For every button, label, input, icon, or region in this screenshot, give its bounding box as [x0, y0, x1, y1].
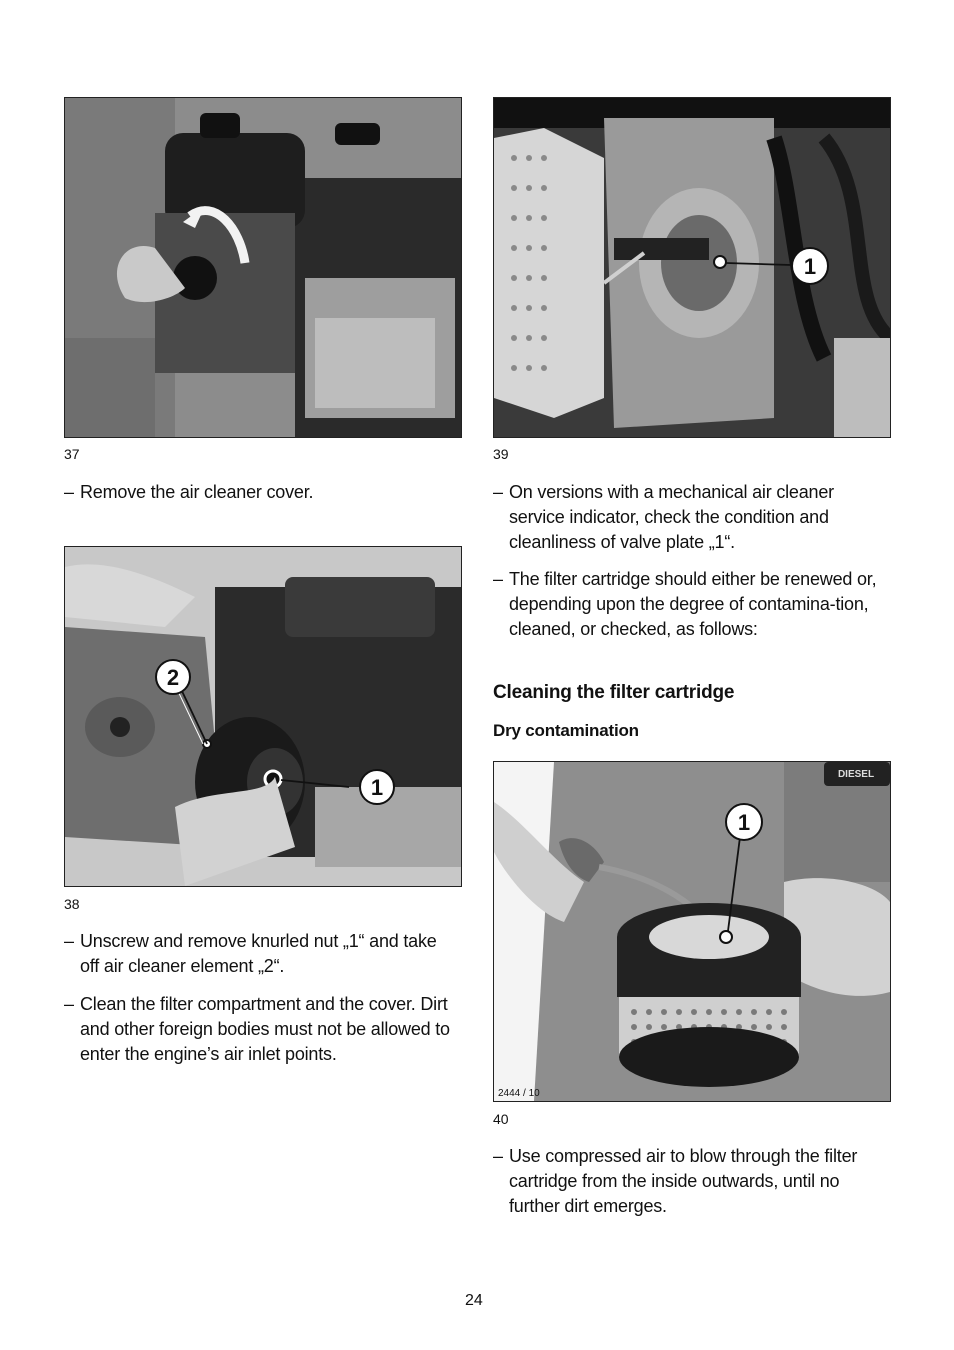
instruction-text: The filter cartridge should either be renewed or, depending upon the degree of contamina-tion, cleaned, or checked, as follows:: [509, 569, 877, 639]
instruction-text: Clean the filter compartment and the cover. Dirt and other foreign bodies must not be allowed to enter the engine’s air inlet points.: [80, 994, 450, 1064]
callout-1: 1: [803, 254, 817, 279]
figure-37-photo: [64, 97, 462, 438]
valve-plate-image: [494, 98, 890, 437]
figure-39-photo: [493, 97, 891, 438]
knurled-nut-removal-image: [65, 547, 461, 886]
list-dash: –: [493, 482, 503, 502]
list-dash: –: [64, 482, 74, 502]
air-cleaner-cover-removal-image: [65, 98, 461, 437]
instruction-item: [493, 480, 889, 555]
instruction-item: [64, 480, 460, 505]
filter-cartridge-cleaning-image: [494, 762, 890, 1101]
list-dash: –: [493, 1146, 503, 1166]
list-dash: –: [64, 931, 74, 951]
figure-number: 37: [64, 446, 80, 462]
instruction-text: Use compressed air to blow through the filter cartridge from the inside outwards, until no further dirt emerges.: [509, 1146, 858, 1216]
instruction-item: [64, 929, 460, 979]
figure-40-photo: [493, 761, 891, 1102]
instruction-item: [493, 1144, 889, 1219]
instruction-text: Remove the air cleaner cover.: [80, 482, 314, 502]
callout-1: 1: [370, 775, 384, 800]
section-heading: Cleaning the filter cartridge: [493, 682, 735, 703]
figure-number: 39: [493, 446, 509, 462]
instruction-item: [493, 567, 889, 642]
list-dash: –: [64, 994, 74, 1014]
callout-1: 1: [737, 810, 751, 835]
callout-2: 2: [166, 665, 180, 690]
instruction-item: [64, 992, 460, 1067]
diesel-badge: DIESEL: [837, 769, 875, 780]
photo-code: 2444 / 10: [498, 1088, 540, 1099]
page-number: 24: [465, 1292, 483, 1309]
subsection-heading: Dry contamination: [493, 721, 639, 740]
figure-number: 40: [493, 1111, 509, 1127]
list-dash: –: [493, 569, 503, 589]
figure-number: 38: [64, 896, 80, 912]
instruction-text: Unscrew and remove knurled nut „1“ and take off air cleaner element „2“.: [80, 931, 437, 976]
figure-38-photo: [64, 546, 462, 887]
instruction-text: On versions with a mechanical air cleaner service indicator, check the condition and cleanliness of valve plate „1“.: [509, 482, 834, 552]
